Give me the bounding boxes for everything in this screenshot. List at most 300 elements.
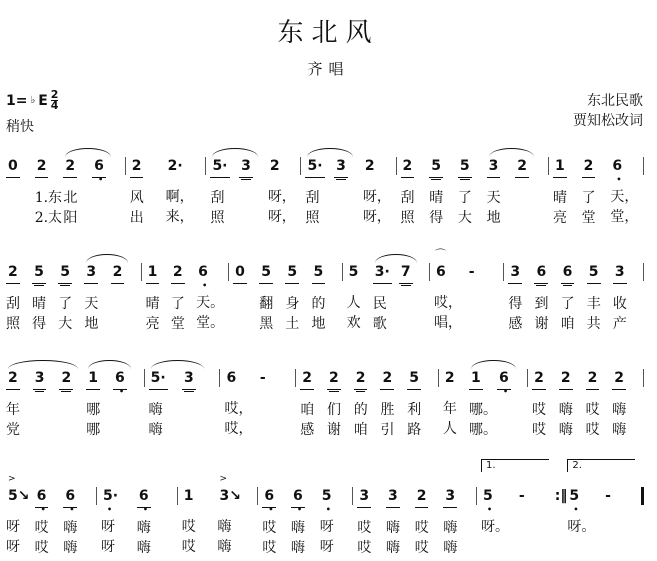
note xyxy=(59,369,73,390)
note xyxy=(86,369,100,390)
note xyxy=(33,369,47,390)
lyric-verse-2: 照 xyxy=(6,316,20,332)
note-column xyxy=(508,263,534,334)
low-octave-dot: • xyxy=(487,505,493,514)
note-column xyxy=(166,157,202,228)
note-column xyxy=(603,487,639,558)
note-value: - xyxy=(518,488,525,504)
note-value: 1 xyxy=(471,370,481,386)
note-value: 6 xyxy=(562,264,573,280)
measure xyxy=(224,369,291,440)
lyric-verse-1: 得 xyxy=(508,296,523,312)
note xyxy=(386,487,400,508)
repeat-end-barline: :‖ xyxy=(554,488,568,504)
note xyxy=(467,263,477,283)
note-column xyxy=(63,157,92,228)
note-column xyxy=(35,157,64,228)
note-value: 6 xyxy=(499,370,509,386)
note-column xyxy=(35,487,64,558)
lyric-verse-2: 地 xyxy=(84,316,99,332)
note xyxy=(6,474,31,507)
note xyxy=(613,263,627,284)
note xyxy=(517,487,527,507)
note xyxy=(291,487,305,514)
note xyxy=(603,487,613,507)
measure xyxy=(434,248,499,334)
note-value: 6 xyxy=(65,488,76,504)
measure xyxy=(567,460,639,558)
note-column xyxy=(534,263,560,334)
slur xyxy=(8,360,78,369)
lyric-verse-2: 嗨 xyxy=(291,540,306,556)
note-value: 2 xyxy=(402,158,413,174)
note-column xyxy=(58,263,84,334)
note-column xyxy=(612,369,639,440)
barline xyxy=(228,263,229,281)
lyric-verse-2: 欢 xyxy=(346,315,361,331)
measure xyxy=(6,474,92,558)
note xyxy=(35,487,49,514)
lyric-verse-2: 嗨 xyxy=(217,539,232,555)
key-signature xyxy=(6,90,58,111)
slur xyxy=(65,148,111,157)
note-value: 2 xyxy=(36,158,47,174)
note-column xyxy=(517,487,553,558)
note-column xyxy=(239,157,268,228)
flat-sign: ♭ xyxy=(30,95,36,106)
barline xyxy=(141,263,142,281)
note-column xyxy=(357,487,386,558)
lyric-verse-2: 堂， xyxy=(610,209,639,225)
measure xyxy=(210,157,296,228)
measure xyxy=(443,369,523,440)
lyric-verse-2: 咱 xyxy=(560,316,575,332)
lyric-verse-1: 呀 xyxy=(6,519,20,535)
note-value: 3 xyxy=(34,370,45,386)
note-column xyxy=(258,369,291,440)
measure xyxy=(101,487,173,558)
barline xyxy=(643,369,644,387)
barline xyxy=(527,369,528,387)
measure xyxy=(553,157,639,228)
note-value: 1 xyxy=(183,488,194,504)
note-value: 5↘ xyxy=(8,488,30,504)
note xyxy=(610,157,624,184)
lyric-verse-1: 了 xyxy=(58,296,73,312)
note-value: 2 xyxy=(65,158,76,174)
note xyxy=(347,263,361,283)
note-value: 6 xyxy=(36,488,47,504)
key-tonic: E xyxy=(38,92,48,109)
lyric-verse-1: 嗨 xyxy=(217,519,232,535)
lyric-verse-1: 咱 xyxy=(300,402,315,418)
barline xyxy=(503,263,504,281)
note xyxy=(35,157,49,178)
note xyxy=(285,263,299,284)
low-octave-dot: • xyxy=(98,175,104,184)
lyric-verse-1: 呀。 xyxy=(481,519,510,535)
note-column xyxy=(182,369,215,440)
slur xyxy=(307,148,353,157)
lyric-verse-1: 民 xyxy=(372,296,387,312)
lyric-verse-1: 年 xyxy=(442,401,457,417)
lyric-verse-2: 党 xyxy=(6,422,20,438)
note-value: 5 xyxy=(588,264,599,280)
note-column xyxy=(469,369,497,440)
slur xyxy=(212,148,258,157)
note xyxy=(210,157,229,178)
note xyxy=(508,263,522,284)
note xyxy=(111,263,125,284)
barline xyxy=(177,487,178,505)
lyric-verse-2: 嗨 xyxy=(558,422,573,438)
note-column xyxy=(561,263,587,334)
note-column xyxy=(515,157,544,228)
note-value: 3 xyxy=(241,158,251,174)
measure xyxy=(508,263,639,334)
lyric-verse-1: 了 xyxy=(581,190,596,206)
lyric-verse-2: 咱 xyxy=(353,422,368,438)
note-value: 2 xyxy=(416,488,427,504)
lyric-verse-1: 1.东 xyxy=(34,190,63,206)
lyric-verse-1: 晴 xyxy=(32,296,47,312)
note-value: 2 xyxy=(8,370,18,386)
lyric-verse-1: 晴 xyxy=(552,190,567,206)
note-column xyxy=(285,263,311,334)
barline xyxy=(144,369,145,387)
barline xyxy=(396,157,397,175)
note-value: 2 xyxy=(583,158,594,174)
lyric-verse-2: 2.太 xyxy=(34,210,63,226)
lyric-verse-2: 得 xyxy=(429,210,444,226)
low-octave-dot: • xyxy=(40,505,46,514)
note-value: 3 xyxy=(614,264,625,280)
note-value: 3 xyxy=(336,158,346,174)
lyric-verse-2: 大 xyxy=(58,316,73,332)
lyric-verse-2: 黑 xyxy=(259,316,274,332)
lyric-verse-1: 刮 xyxy=(305,190,320,206)
lyric-verse-2: 照 xyxy=(210,210,225,226)
barline xyxy=(429,263,430,281)
lyric-verse-1: 胜 xyxy=(380,402,395,418)
note-value: 6 xyxy=(536,264,547,280)
lyric-verse-2: 大 xyxy=(457,210,472,226)
lyric-verse-2: 哎 xyxy=(262,540,277,556)
note-value: 2 xyxy=(302,370,313,386)
note-value: 5 xyxy=(431,158,441,174)
note-column xyxy=(111,263,137,334)
lyric-verse-1: 啊， xyxy=(165,189,194,205)
time-top: 2 xyxy=(50,88,59,101)
note xyxy=(233,263,247,284)
lyric-verse-1: 呀 xyxy=(101,519,116,535)
note-value: 1 xyxy=(88,370,98,386)
lyric-verse-2: 堂 xyxy=(581,210,596,226)
note xyxy=(6,157,20,178)
note xyxy=(434,248,448,283)
note xyxy=(515,157,529,178)
note xyxy=(113,369,127,396)
note xyxy=(92,157,106,184)
lyric-verse-1: 哎， xyxy=(224,401,253,417)
note-value: 3 xyxy=(510,264,521,280)
note-column xyxy=(171,263,196,334)
lyric-verse-2: 得 xyxy=(32,316,47,332)
note xyxy=(224,369,238,389)
lyric-verse-1: 哎 xyxy=(181,519,196,535)
lyric-verse-1: 哎 xyxy=(585,402,600,418)
low-octave-dot: • xyxy=(616,175,622,184)
lyric-verse-2: 呀， xyxy=(362,209,391,225)
note-value: 6 xyxy=(612,158,623,174)
barline xyxy=(476,487,477,505)
note-value: - xyxy=(259,370,266,386)
lyric-verse-2: 哪。 xyxy=(469,422,497,438)
lyric-verse-2: 哎 xyxy=(585,422,600,438)
note-value: 6 xyxy=(198,264,208,280)
note-column xyxy=(613,263,639,334)
note-value: 6 xyxy=(138,488,149,504)
lyric-verse-2: 哎 xyxy=(414,540,429,556)
measure xyxy=(146,263,224,334)
lyric-verse-1: 哎 xyxy=(414,520,429,536)
note-column xyxy=(210,157,239,228)
note-column xyxy=(268,157,297,228)
volta-bracket: 1. xyxy=(481,459,549,472)
lyric-verse-1: 呀 xyxy=(319,519,334,535)
slur xyxy=(86,254,128,263)
lyric-verse-2: 哎， xyxy=(224,421,253,437)
lyric-verse-2: 堂 xyxy=(170,316,185,332)
lyric-verse-2: 嗨 xyxy=(148,422,163,438)
low-octave-dot: • xyxy=(107,505,113,514)
low-octave-dot: • xyxy=(268,505,274,514)
barline xyxy=(205,157,206,175)
song-title: 东北风 xyxy=(277,18,380,48)
note-value: 5 xyxy=(483,488,493,504)
note xyxy=(481,487,495,514)
note-value: 5 xyxy=(313,264,324,280)
note-value: 2 xyxy=(355,370,366,386)
slur xyxy=(88,360,131,369)
lyric-verse-1: 丰 xyxy=(586,296,601,312)
note-value: 2 xyxy=(614,370,625,386)
note-column xyxy=(149,369,182,440)
note-column xyxy=(380,369,407,440)
note-column xyxy=(587,263,613,334)
note xyxy=(363,157,377,177)
lyric-verse-2: 唱， xyxy=(434,315,463,331)
note-value: 1 xyxy=(147,264,158,280)
note-column xyxy=(582,157,611,228)
note-value: 6 xyxy=(226,370,237,386)
note-value: 2 xyxy=(269,158,280,174)
note-value: 3· xyxy=(374,264,390,280)
slur xyxy=(471,360,516,369)
lyric-verse-1: 哎， xyxy=(434,295,463,311)
note-value: 3↘ xyxy=(219,488,242,504)
note xyxy=(258,369,268,389)
note-value: 3 xyxy=(184,370,194,386)
lyric-verse-1: 天 xyxy=(84,296,99,312)
note-column xyxy=(146,263,171,334)
lyric-verse-2: 呀 xyxy=(319,539,334,555)
lyric-verse-2: 来， xyxy=(165,209,194,225)
note xyxy=(259,263,273,284)
note xyxy=(587,263,601,284)
barline xyxy=(125,157,126,175)
lyric-verse-1: 嗨 xyxy=(148,402,163,418)
lyric-verse-1: 了 xyxy=(170,296,185,312)
note xyxy=(487,157,501,178)
note-value: 0 xyxy=(8,158,18,174)
measure xyxy=(262,487,348,558)
note-value: 2 xyxy=(61,370,72,386)
measure xyxy=(181,474,254,558)
note-column xyxy=(354,369,381,440)
low-octave-dot: • xyxy=(202,281,208,290)
lyric-verse-1: 嗨 xyxy=(291,520,306,536)
note xyxy=(373,263,392,284)
note-value: 2 xyxy=(560,370,571,386)
lyric-verse-2: 亮 xyxy=(552,210,567,226)
lyric-verse-1: 呀。 xyxy=(567,519,596,535)
note xyxy=(63,487,77,514)
note-column xyxy=(312,263,338,334)
lyric-verse-1: 哎 xyxy=(532,402,547,418)
note-column xyxy=(559,369,586,440)
measure xyxy=(401,157,544,228)
note xyxy=(137,487,151,514)
note xyxy=(407,369,421,390)
lyric-verse-1: 刮 xyxy=(400,190,415,206)
note-value: 6 xyxy=(293,488,303,504)
note-value: 2 xyxy=(112,264,123,280)
note xyxy=(312,263,326,284)
note-column xyxy=(86,369,113,440)
lyric-verse-2: 哎 xyxy=(181,539,196,555)
accent-mark: > xyxy=(219,474,228,484)
lyric-verse-1: 利 xyxy=(407,402,422,418)
low-octave-dot: • xyxy=(69,505,75,514)
note xyxy=(6,369,20,390)
lyric-verse-2: 呀 xyxy=(101,539,116,555)
lyric-verse-1: 嗨 xyxy=(63,520,78,536)
low-octave-dot: • xyxy=(325,505,331,514)
barline xyxy=(643,157,644,175)
lyric-verse-1: 的 xyxy=(311,296,326,312)
lyric-verse-1: 们 xyxy=(327,402,341,418)
note xyxy=(171,263,185,284)
measure xyxy=(6,263,137,334)
note-column xyxy=(467,263,500,334)
barline xyxy=(96,487,97,505)
lyric-verse-1: 晴 xyxy=(145,296,160,312)
note-column xyxy=(6,474,35,558)
note-column xyxy=(291,487,320,558)
measure xyxy=(6,369,140,440)
lyric-verse-2: 亮 xyxy=(145,316,160,332)
note-column xyxy=(407,369,434,440)
note-value: 5 xyxy=(34,264,44,280)
note-column xyxy=(63,487,92,558)
lyric-verse-2: 哎 xyxy=(357,540,372,556)
barline xyxy=(643,263,644,281)
lyric-verse-2: 土 xyxy=(285,316,300,332)
note-value: 5· xyxy=(307,158,323,174)
note-value: 2 xyxy=(444,370,455,386)
slur xyxy=(151,360,204,369)
note xyxy=(84,263,98,284)
note-column xyxy=(6,157,35,228)
note-value: 5 xyxy=(569,488,580,504)
note xyxy=(534,263,548,284)
lyric-verse-1: 嗨 xyxy=(136,520,151,536)
note-column xyxy=(334,157,363,228)
note xyxy=(146,263,160,284)
note-value: 5 xyxy=(60,264,71,280)
note-value: 3 xyxy=(445,488,456,504)
lyric-verse-2: 谢 xyxy=(327,422,341,438)
low-octave-dot: • xyxy=(297,505,303,514)
note-column xyxy=(33,369,60,440)
note-column xyxy=(32,263,58,334)
note xyxy=(415,487,429,508)
lyric-verse-2: 人 xyxy=(442,421,457,437)
note-column xyxy=(182,487,218,558)
lyric-verse-1: 身 xyxy=(285,296,300,312)
lyric-verse-1: 天， xyxy=(610,189,639,205)
measure xyxy=(233,263,338,334)
note-value: 7 xyxy=(400,264,411,280)
note xyxy=(327,369,341,390)
lyric-verse-2: 呀 xyxy=(6,539,20,555)
barline xyxy=(342,263,343,281)
note-column xyxy=(458,157,487,228)
note-column xyxy=(233,263,259,334)
lyric-verse-1: 呀， xyxy=(362,189,391,205)
tempo-marking: 稍快 xyxy=(6,119,34,135)
lyric-verse-1: 北 xyxy=(63,190,78,206)
lyric-verse-1: 哪 xyxy=(86,402,101,418)
note-column xyxy=(443,369,469,440)
note xyxy=(218,474,243,507)
low-octave-dot: • xyxy=(118,387,125,396)
lyric-verse-2: 谢 xyxy=(534,316,549,332)
note-column xyxy=(386,487,415,558)
credit-lyricist: 贾知松改词 xyxy=(573,113,643,129)
lyric-verse-2: 阳 xyxy=(63,210,78,226)
score-row xyxy=(6,248,648,334)
note-value: 5 xyxy=(321,488,332,504)
note xyxy=(101,487,120,514)
note-column xyxy=(363,157,392,228)
barline xyxy=(219,369,220,387)
note-column xyxy=(259,263,285,334)
note xyxy=(497,369,511,396)
note-column xyxy=(113,369,140,440)
note-value: 6 xyxy=(264,488,275,504)
measure xyxy=(130,157,202,228)
measure xyxy=(532,369,639,440)
score-row xyxy=(6,460,648,558)
note-value: - xyxy=(605,488,611,504)
note-column xyxy=(610,157,639,228)
lyric-verse-1: 哪。 xyxy=(469,402,497,418)
note xyxy=(300,369,314,390)
lyric-verse-2: 地 xyxy=(486,210,501,226)
note-value: 5 xyxy=(459,158,470,174)
